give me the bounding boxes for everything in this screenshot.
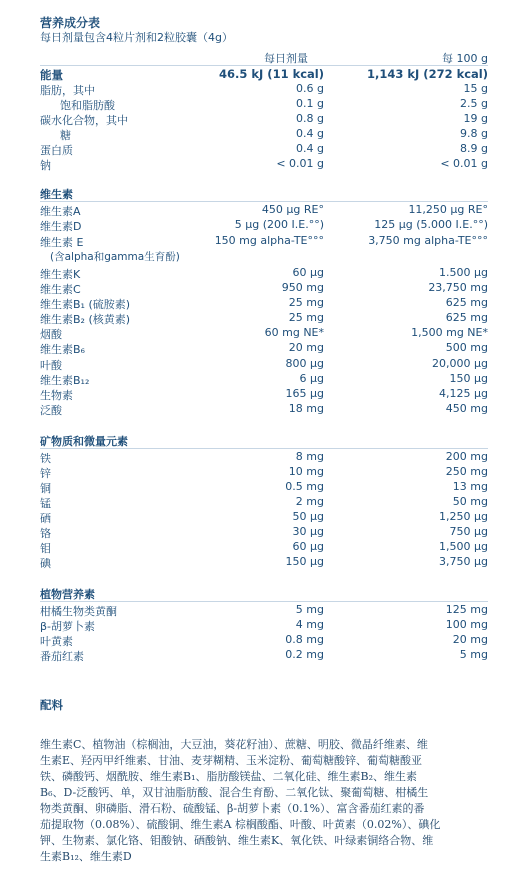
table-row — [40, 357, 488, 372]
row-label: 锰 — [40, 497, 51, 510]
ingredients-line: 钾、生物素、氯化铬、钼酸钠、硒酸钠、维生素K、氧化铁、叶绿素铜络合物、维 — [40, 834, 434, 847]
per-100g-value: 1,500 μg — [439, 540, 488, 553]
ingredients-line: B₆、D-泛酸钙、单，双甘油脂肪酸、混合生育酚、二氧化钛、聚葡萄糖、柑橘生 — [40, 786, 429, 799]
daily-dose-value: 50 μg — [292, 510, 324, 523]
daily-dose-value: 0.6 g — [296, 82, 324, 95]
table-row — [40, 311, 488, 326]
table-row — [40, 525, 488, 540]
row-label: 脂肪，其中 — [40, 84, 95, 97]
table-row — [40, 249, 488, 264]
daily-dose-value: 150 mg alpha-TE°°° — [214, 234, 324, 247]
table-row — [40, 480, 488, 495]
per-100g-value: 200 mg — [445, 450, 488, 463]
per-100g-value: 5 mg — [459, 648, 488, 661]
per-100g-value: 20 mg — [452, 633, 488, 646]
ingredients-line: 维生素C、植物油（棕榈油，大豆油，葵花籽油）、蔗糖、明胶、微晶纤维素、维 — [40, 738, 428, 751]
section-divider — [40, 201, 488, 202]
daily-dose-value: 20 mg — [288, 341, 324, 354]
per-100g-value: 750 μg — [449, 525, 488, 538]
daily-dose-value: 0.8 g — [296, 112, 324, 125]
page-title: 营养成分表 — [40, 16, 101, 30]
ingredients-line: 生素B₁₂、维生素D — [40, 850, 132, 863]
row-label: 维生素A — [40, 205, 81, 218]
row-label: 维生素D — [40, 220, 82, 233]
table-row — [40, 127, 488, 142]
daily-dose-value: 30 μg — [292, 525, 324, 538]
row-label: 维生素B₂ (核黄素) — [40, 313, 131, 326]
per-100g-value: 125 μg (5.000 I.E.°°) — [374, 218, 488, 231]
header-divider — [40, 65, 488, 66]
row-label: 蛋白质 — [40, 144, 73, 157]
row-label: 柑橘生物类黄酮 — [40, 605, 117, 618]
daily-dose-value: 4 mg — [295, 618, 324, 631]
daily-dose-value: 5 mg — [295, 603, 324, 616]
table-row — [40, 326, 488, 341]
row-label: 维生素B₆ — [40, 343, 85, 356]
table-row — [40, 387, 488, 402]
daily-dose-value: 25 mg — [288, 296, 324, 309]
per-100g-value: 50 mg — [452, 495, 488, 508]
row-label: 碘 — [40, 557, 51, 570]
daily-dose-value: 150 μg — [285, 555, 324, 568]
page-subtitle: 每日剂量包含4粒片剂和2粒胶囊（4g） — [40, 31, 233, 44]
daily-dose-value: 8 mg — [295, 450, 324, 463]
table-row — [40, 603, 488, 618]
row-label: 泛酸 — [40, 404, 62, 417]
section-heading-phytonutrients: 植物营养素 — [40, 588, 95, 601]
daily-dose-value: 60 μg — [292, 266, 324, 279]
ingredients-line: 物类黄酮、卵磷脂、滑石粉、硫酸锰、β-胡萝卜素（0.1%）、富含番茄红素的番 — [40, 802, 425, 815]
daily-dose-value: 450 μg RE° — [261, 203, 324, 216]
row-label: 能量 — [40, 68, 63, 82]
per-100g-value: 3,750 μg — [439, 555, 488, 568]
row-label: 维生素B₁ (硫胺素) — [40, 298, 131, 311]
row-label: 铜 — [40, 482, 51, 495]
row-label: 番茄红素 — [40, 650, 84, 663]
per-100g-value: 100 mg — [445, 618, 488, 631]
per-100g-value: 1,500 mg NE* — [411, 326, 488, 339]
table-row — [40, 648, 488, 663]
section-divider — [40, 601, 488, 602]
row-label: 糖 — [60, 129, 71, 142]
per-100g-value: 9.8 g — [460, 127, 488, 140]
row-label: 烟酸 — [40, 328, 62, 341]
table-row — [40, 266, 488, 281]
section-heading-vitamins: 维生素 — [40, 188, 73, 201]
ingredients-line: 茄提取物（0.08%）、硫酸铜、维生素A 棕榈酸酯、叶酸、叶黄素（0.02%）、碘化 — [40, 818, 441, 831]
per-100g-value: 450 mg — [445, 402, 488, 415]
daily-dose-value: 6 μg — [299, 372, 324, 385]
ingredients-line: 生素E、羟丙甲纤维素、甘油、麦芽糊精、玉米淀粉、葡萄糖酸锌、葡萄糖酸亚 — [40, 754, 423, 767]
daily-dose-value: 10 mg — [288, 465, 324, 478]
table-row — [40, 234, 488, 249]
row-label: 维生素 E — [40, 236, 84, 249]
row-label: 碳水化合物，其中 — [40, 114, 128, 127]
per-100g-value: 13 mg — [452, 480, 488, 493]
daily-dose-value: 60 mg NE* — [264, 326, 324, 339]
table-row — [40, 341, 488, 356]
per-100g-value: 1,143 kJ (272 kcal) — [367, 67, 488, 81]
ingredients-heading: 配料 — [40, 698, 63, 712]
table-row — [40, 281, 488, 296]
table-row — [40, 402, 488, 417]
daily-dose-value: 60 μg — [292, 540, 324, 553]
per-100g-value: 11,250 μg RE° — [408, 203, 488, 216]
table-row — [40, 540, 488, 555]
per-100g-value: 8.9 g — [460, 142, 488, 155]
daily-dose-value: 950 mg — [281, 281, 324, 294]
row-label: (含alpha和gamma生育酚) — [50, 251, 180, 263]
per-100g-value: 625 mg — [445, 311, 488, 324]
table-row — [40, 510, 488, 525]
per-100g-value: 3,750 mg alpha-TE°°° — [368, 234, 488, 247]
daily-dose-value: 0.1 g — [296, 97, 324, 110]
per-100g-value: 150 μg — [449, 372, 488, 385]
per-100g-value: 15 g — [463, 82, 488, 95]
daily-dose-value: 0.5 mg — [285, 480, 324, 493]
daily-dose-value: 165 μg — [285, 387, 324, 400]
column-header-per-100g: 每 100 g — [442, 52, 488, 65]
per-100g-value: 125 mg — [445, 603, 488, 616]
row-label: 饱和脂肪酸 — [60, 99, 115, 112]
daily-dose-value: 0.4 g — [296, 142, 324, 155]
table-row — [40, 67, 488, 82]
daily-dose-value: 0.2 mg — [285, 648, 324, 661]
row-label: 锌 — [40, 467, 51, 480]
daily-dose-value: 2 mg — [295, 495, 324, 508]
per-100g-value: 1.500 μg — [439, 266, 488, 279]
row-label: 钠 — [40, 159, 51, 172]
table-row — [40, 112, 488, 127]
per-100g-value: 250 mg — [445, 465, 488, 478]
daily-dose-value: 18 mg — [288, 402, 324, 415]
section-divider — [40, 448, 488, 449]
per-100g-value: 500 mg — [445, 341, 488, 354]
table-row — [40, 555, 488, 570]
daily-dose-value: 800 μg — [285, 357, 324, 370]
row-label: 铬 — [40, 527, 51, 540]
column-header-daily-dose: 每日剂量 — [264, 52, 308, 65]
table-row — [40, 372, 488, 387]
table-row — [40, 465, 488, 480]
table-row — [40, 495, 488, 510]
per-100g-value: 20,000 μg — [432, 357, 488, 370]
row-label: 铁 — [40, 452, 51, 465]
row-label: 维生素B₁₂ — [40, 374, 90, 387]
row-label: 叶酸 — [40, 359, 62, 372]
row-label: 硒 — [40, 512, 51, 525]
row-label: 钼 — [40, 542, 51, 555]
daily-dose-value: 25 mg — [288, 311, 324, 324]
table-row — [40, 82, 488, 97]
table-row — [40, 157, 488, 172]
table-row — [40, 450, 488, 465]
per-100g-value: 625 mg — [445, 296, 488, 309]
table-row — [40, 142, 488, 157]
daily-dose-value: < 0.01 g — [276, 157, 324, 170]
per-100g-value: 19 g — [463, 112, 488, 125]
row-label: 维生素C — [40, 283, 81, 296]
per-100g-value: 4,125 μg — [439, 387, 488, 400]
table-row — [40, 618, 488, 633]
table-row — [40, 633, 488, 648]
row-label: 生物素 — [40, 389, 73, 402]
row-label: 维生素K — [40, 268, 81, 281]
section-heading-minerals: 矿物质和微量元素 — [40, 435, 128, 448]
table-row — [40, 218, 488, 233]
row-label: 叶黄素 — [40, 635, 73, 648]
table-row — [40, 97, 488, 112]
daily-dose-value: 5 μg (200 I.E.°°) — [234, 218, 324, 231]
daily-dose-value: 0.8 mg — [285, 633, 324, 646]
per-100g-value: 2.5 g — [460, 97, 488, 110]
per-100g-value: 23,750 mg — [428, 281, 488, 294]
daily-dose-value: 46.5 kJ (11 kcal) — [219, 67, 324, 81]
ingredients-line: 铁、磷酸钙、烟酰胺、维生素B₁、脂肪酸镁盐、二氧化硅、维生素B₂、维生素 — [40, 770, 417, 783]
ingredients-paragraph — [40, 737, 490, 865]
per-100g-value: 1,250 μg — [439, 510, 488, 523]
table-row — [40, 296, 488, 311]
per-100g-value: < 0.01 g — [440, 157, 488, 170]
daily-dose-value: 0.4 g — [296, 127, 324, 140]
row-label: β-胡萝卜素 — [40, 620, 95, 633]
table-row — [40, 203, 488, 218]
